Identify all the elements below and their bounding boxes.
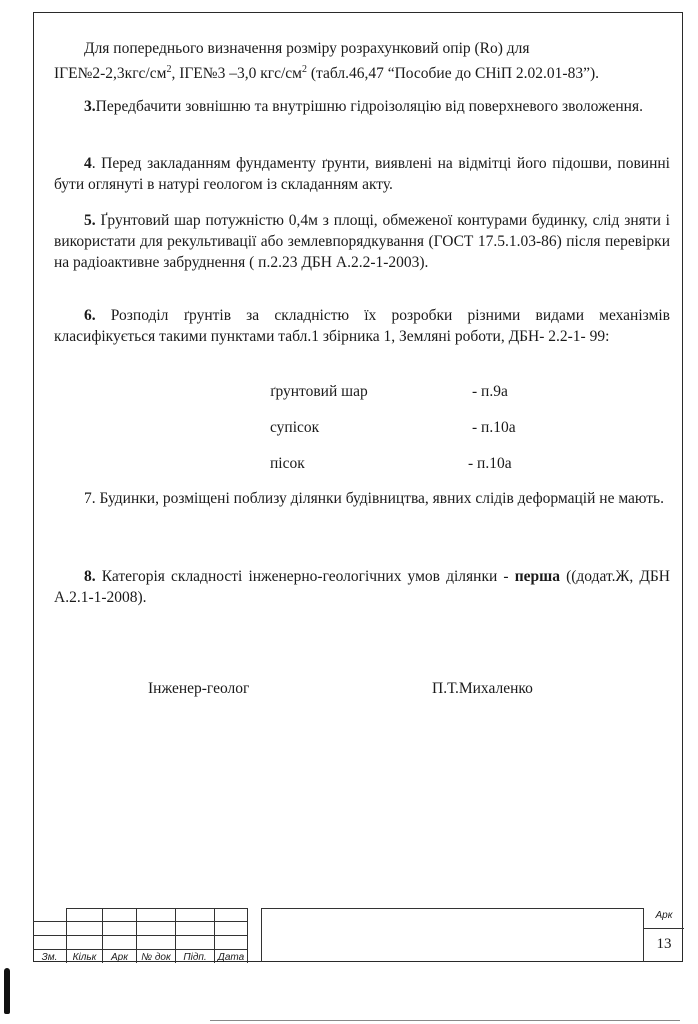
soil-list-name: супісок [270,419,320,436]
sheet-label: Арк [655,910,673,921]
paragraph-number: 5. [84,212,96,229]
signature-role: Інженер-геолог [148,680,250,697]
paragraph-1 [54,38,670,84]
paragraph-number: 4 [84,155,92,172]
superscript: 2 [166,64,172,75]
paragraph-5 [54,210,670,273]
soil-list-name: ґрунтовий шар [270,383,368,400]
sheet-number: 13 [656,936,672,952]
column-header: Дата [215,950,248,963]
paragraph-number: 8. [84,568,96,585]
binding-mark [4,968,10,1014]
paragraph-text: Розподіл ґрунтів за складністю їх розробки різними видами механізмів класифікується такими пунктами табл.1 збірника 1, Земляні роботи, ДБН- 2.2-1- 99: [54,307,670,345]
column-header: Підп. [176,950,215,963]
column-header: Кільк [67,950,103,963]
column-header: № док [137,950,176,963]
soil-list-item: - п.9а [472,383,508,400]
soil-list-item: - п.10а [468,455,512,472]
paragraph-number: 6. [84,307,96,324]
paragraph-text: 7. Будинки, розміщені поблизу ділянки будівництва, явних слідів деформацій не мають. [84,490,664,507]
paragraph-1-text-c: (табл.46,47 “Пособие до СНіП 2.02.01-83”). [306,65,599,83]
paragraph-1-text-b: , ІГЕ№3 –3,0 кгс/см [171,65,302,83]
soil-list-item: - п.10а [472,419,516,436]
signature-name: П.Т.Михаленко [432,680,533,697]
paragraph-1-text-a: ІГЕ№2-2,3кгс/см [54,65,167,83]
paragraph-1-line-1: Для попереднього визначення розміру розрахунковий опір (Ro) для [84,40,530,57]
paragraph-text: Категорія складності інженерно-геологічних умов ділянки - [95,568,515,585]
column-header: Зм. [33,950,67,963]
paragraph-7 [54,488,670,509]
superscript: 2 [301,64,307,75]
paragraph-6 [54,305,670,347]
title-block-main-cell [261,908,643,962]
title-block-grid [33,908,248,963]
paragraph-text: ((додат.Ж, ДБН А.2.1-1-2008). [54,568,670,606]
paragraph-number: 3. [84,98,96,115]
soil-list-name: пісок [270,455,305,472]
paragraph-text: Передбачити зовнішню та внутрішню гідроізоляцію від поверхневого зволоження. [95,98,643,115]
paragraph-8 [54,566,670,608]
paragraph-4 [54,153,670,195]
scan-edge-line [210,1020,680,1021]
column-header: Арк [103,950,137,963]
paragraph-3 [54,96,670,117]
divider [644,928,684,929]
sheet-number-box [643,908,683,962]
paragraph-text: Ґрунтовий шар потужністю 0,4м з площі, обмеженої контурами будинку, слід зняти і використати для рекультивації або землевпорядкування (ГОСТ 17.5.1.03-86) після перевірки на радіоактивне забруднення ( п.2.23 ДБН А.2.2-1-2003). [54,212,670,271]
paragraph-text: . Перед закладанням фундаменту ґрунти, виявлені на відмітці його підошви, повинні бути оглянуті в натурі геологом із складанням акту. [54,155,670,193]
category-value: перша [514,568,560,585]
title-block [33,908,683,962]
